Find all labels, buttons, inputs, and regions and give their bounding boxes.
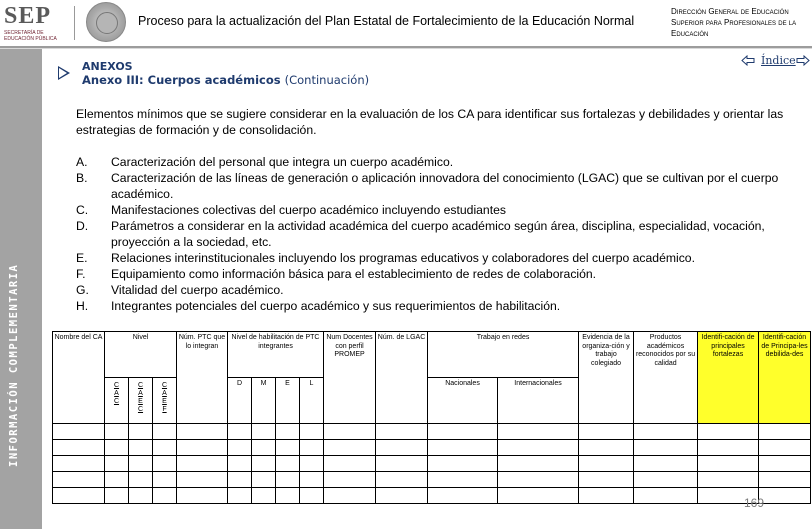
header-nombre-ca: Nombre del CA: [53, 332, 105, 424]
header-nivel-caef: C A E F: [153, 378, 177, 424]
next-page-arrow-icon[interactable]: [796, 55, 810, 66]
section-arrow-icon: [58, 66, 70, 80]
table-row: [53, 440, 811, 456]
header-fortalezas: Identifi-cación de principales fortalezas: [698, 332, 759, 424]
department-name: Dirección General de Educación Superior para Profesionales de la Educación: [671, 7, 797, 38]
document-title: Proceso para la actualización del Plan Estatal de Fortalecimiento de la Educación Normal: [138, 14, 635, 28]
header-num-lgac: Núm. de LGAC: [376, 332, 428, 424]
list-item-text: Integrantes potenciales del cuerpo académico y sus requerimientos de habilitación.: [111, 299, 561, 313]
header-nivel-caec: C A E C: [129, 378, 153, 424]
table-row: [53, 424, 811, 440]
header-productos: Productos académicos reconocidos por su calidad: [634, 332, 698, 424]
list-item-letter: C.: [76, 203, 89, 217]
header-redes-nacionales: Nacionales: [428, 378, 498, 424]
header-hab-m: M: [252, 378, 276, 424]
list-item-text: Parámetros a considerar en la actividad académica del cuerpo académico según área, disciplina, especialidad, vocación, proyección a la sociedad, etc.: [111, 219, 765, 249]
intro-paragraph: Elementos mínimos que se sugiere considerar en la evaluación de los CA para identificar sus fortalezas y debilidades y orientar las estrategias de formación y de consolidación.: [76, 107, 784, 137]
header-evidencia: Evidencia de la organiza-ción y trabajo colegiado: [579, 332, 634, 424]
list-item-letter: B.: [76, 171, 88, 185]
list-item: [76, 250, 796, 266]
list-item-letter: G.: [76, 283, 89, 297]
list-item-letter: H.: [76, 299, 89, 313]
section-subtitle-text: Anexo III: Cuerpos académicos: [82, 73, 281, 87]
table-row: [53, 456, 811, 472]
header-hab-d: D: [228, 378, 252, 424]
header-debilidades: Identifi-cación de Principa-les debilida-des: [759, 332, 811, 424]
header-hab-e: E: [276, 378, 300, 424]
list-item: [76, 170, 796, 202]
list-item: [76, 154, 796, 170]
header-docentes-promep: Num Docentes con perfil PROMEP: [324, 332, 376, 424]
page-number: 169: [744, 496, 765, 510]
list-item: [76, 298, 796, 314]
list-item-text: Equipamiento como información básica para el establecimiento de redes de colaboración.: [111, 267, 597, 281]
list-item: [76, 218, 796, 250]
previous-page-arrow-icon[interactable]: [741, 55, 755, 66]
list-item-letter: D.: [76, 219, 89, 233]
list-item-text: Manifestaciones colectivas del cuerpo académico incluyendo estudiantes: [111, 203, 506, 217]
list-item: [76, 282, 796, 298]
header-nivel: Nivel: [105, 332, 177, 378]
sep-logo: [4, 4, 74, 42]
list-item-text: Relaciones interinstitucionales incluyendo los programas educativos y colaboradores del cuerpo académico.: [111, 251, 695, 265]
list-item-letter: F.: [76, 267, 86, 281]
evaluation-table: [52, 331, 810, 529]
sep-logo-subtitle: SECRETARÍA DE EDUCACIÓN PÚBLICA: [4, 30, 57, 42]
header-hab-l: L: [300, 378, 324, 424]
national-seal-icon: [86, 2, 126, 42]
index-navigation: [741, 54, 811, 68]
list-item-letter: E.: [76, 251, 88, 265]
list-item-text: Caracterización de las líneas de generación o aplicación innovadora del conocimiento (LGAC) que se cultivan por el cuerpo académico.: [111, 171, 779, 201]
list-item: [76, 202, 796, 218]
index-link[interactable]: Índice: [761, 54, 796, 67]
sidebar: [0, 49, 42, 529]
header-nivel-cac: C A C: [105, 378, 129, 424]
table-row: [53, 472, 811, 488]
header-redes-internacionales: Internacionales: [498, 378, 579, 424]
header-nivel-habilitacion: Nivel de habilitación de PTC integrantes: [228, 332, 324, 378]
continuation-label: (Continuación): [284, 73, 370, 87]
section-title: ANEXOS: [82, 60, 133, 73]
page-header: [0, 0, 812, 47]
list-item-letter: A.: [76, 155, 88, 169]
list-item-text: Caracterización del personal que integra un cuerpo académico.: [111, 155, 454, 169]
list-item: [76, 266, 796, 282]
sidebar-label: INFORMACIÓN COMPLEMENTARIA: [8, 263, 20, 467]
criteria-list: [76, 154, 796, 314]
header-trabajo-redes: Trabajo en redes: [428, 332, 579, 378]
table-row: [53, 488, 811, 504]
section-subtitle: [82, 73, 369, 87]
list-item-text: Vitalidad del cuerpo académico.: [111, 283, 284, 297]
header-num-ptc: Núm. PTC que lo integran: [177, 332, 228, 424]
sep-logo-text: SEP: [4, 3, 52, 29]
